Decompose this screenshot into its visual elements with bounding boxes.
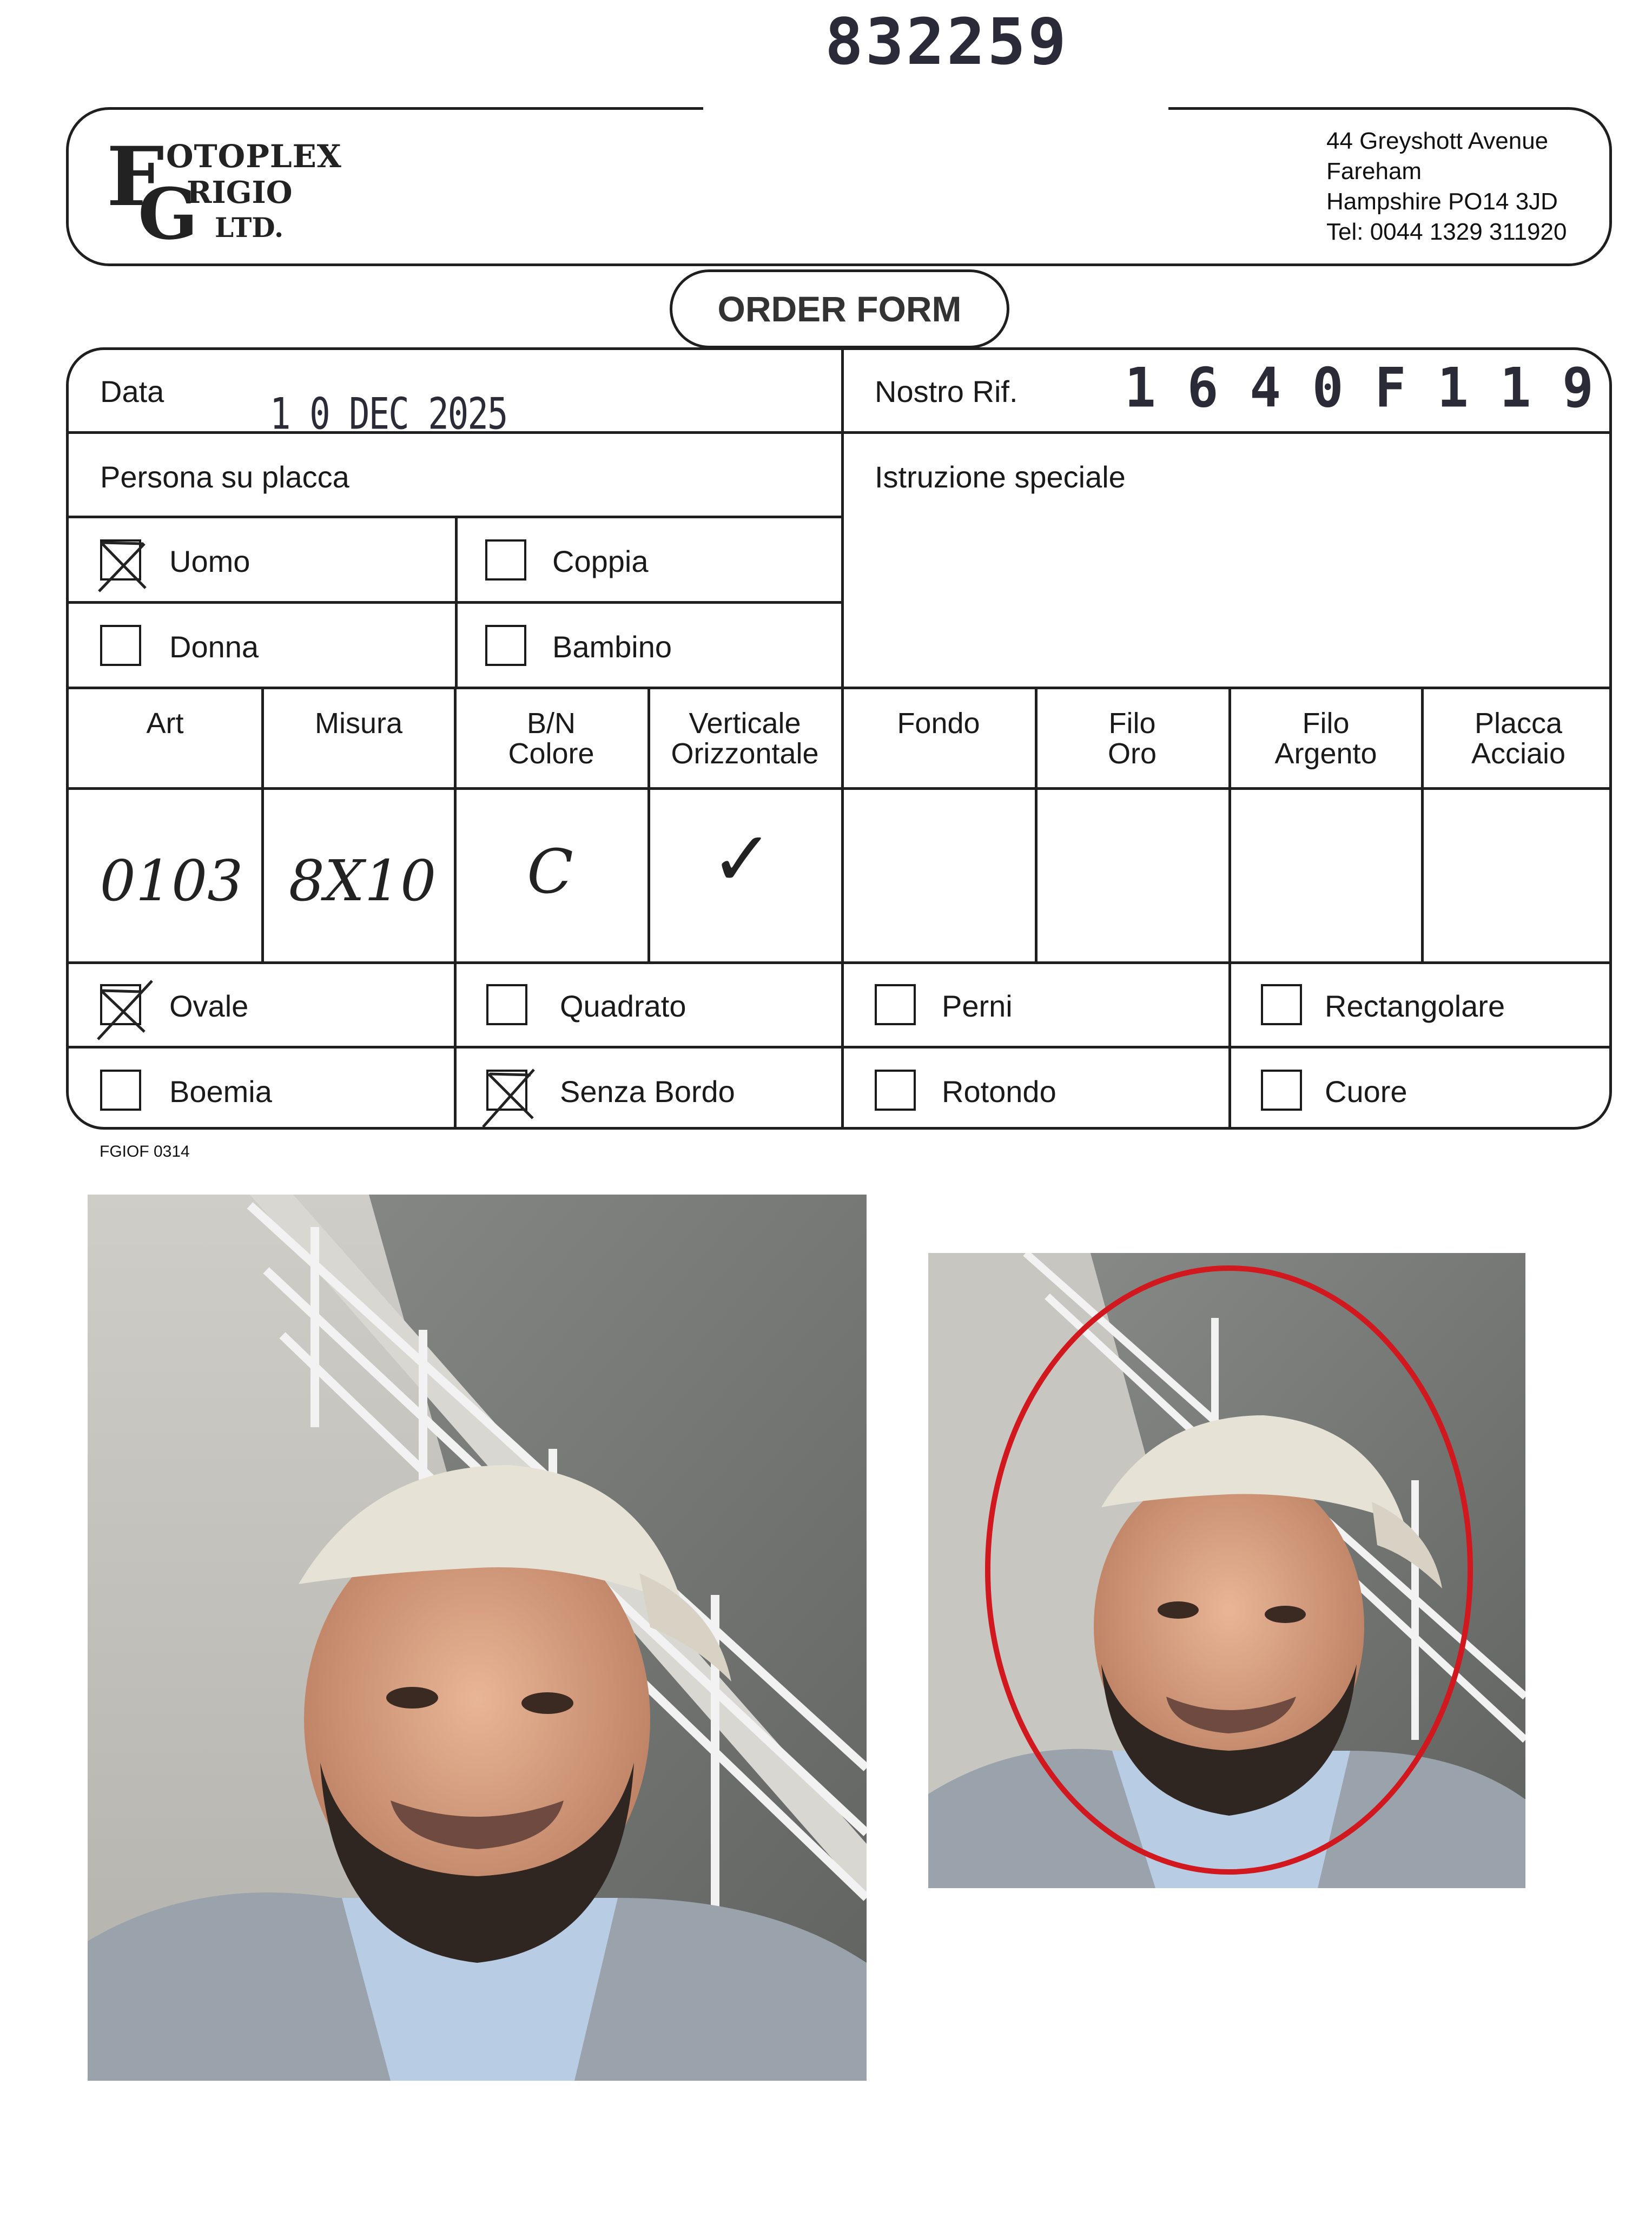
logo-initial-g: G [138, 173, 199, 255]
colore-value: C [527, 837, 573, 907]
option-label-quadrato: Quadrato [560, 989, 686, 1023]
col-header-placca-acciaio: Placca Acciaio [1471, 707, 1566, 770]
option-label-perni: Perni [942, 989, 1013, 1023]
checkbox-coppia[interactable] [485, 539, 526, 581]
istruzione-label: Istruzione speciale [875, 460, 1126, 494]
order-form-table [66, 347, 1612, 1130]
customer-photo-original [88, 1195, 867, 2081]
col-header-fondo: Fondo [897, 707, 980, 740]
header-gap [703, 103, 1168, 114]
company-header [66, 107, 1612, 266]
checkbox-boemia[interactable] [100, 1070, 141, 1111]
data-label: Data [100, 374, 164, 408]
serial-number: 832259 [824, 4, 1069, 79]
divider [455, 516, 458, 688]
checkbox-uomo[interactable] [100, 539, 141, 581]
orientation-check-mark: ✓ [710, 815, 774, 903]
form-code: FGIOF 0314 [100, 1143, 190, 1160]
col-header-art: Art [146, 707, 184, 740]
check-x-mark [91, 972, 156, 1037]
checkbox-donna[interactable] [100, 625, 141, 666]
col-header-misura: Misura [314, 707, 403, 740]
option-label-uomo: Uomo [169, 544, 250, 578]
divider [841, 350, 844, 1130]
persona-label: Persona su placca [100, 460, 349, 494]
option-label-coppia: Coppia [552, 544, 649, 578]
option-label-ovale: Ovale [169, 989, 249, 1023]
check-x-mark [91, 527, 156, 592]
logo-initial-f: F [107, 129, 164, 225]
rif-value-stamp: 1 6 4 0 F 1 1 9 [1125, 356, 1594, 420]
option-label-senza-bordo: Senza Bordo [560, 1074, 735, 1109]
checkbox-bambino[interactable] [485, 625, 526, 666]
divider [69, 961, 1612, 964]
checkbox-perni[interactable] [875, 984, 916, 1025]
option-label-rectangolare: Rectangolare [1325, 989, 1505, 1023]
photo-illustration [928, 1253, 1525, 1888]
logo-line-3: LTD. [215, 212, 284, 243]
checkbox-cuore[interactable] [1261, 1070, 1302, 1111]
option-label-boemia: Boemia [169, 1074, 272, 1109]
data-value-stamp: 1 0 DEC 2025 [270, 389, 507, 440]
check-x-mark [478, 1058, 543, 1123]
checkbox-ovale[interactable] [100, 984, 141, 1025]
divider [69, 687, 1612, 689]
option-label-rotondo: Rotondo [942, 1074, 1056, 1109]
company-logo [107, 129, 345, 255]
rif-label: Nostro Rif. [875, 374, 1018, 408]
checkbox-rectangolare[interactable] [1261, 984, 1302, 1025]
misura-value: 8X10 [288, 848, 437, 914]
checkbox-senza-bordo[interactable] [486, 1070, 527, 1111]
photo-illustration [88, 1195, 867, 2081]
option-label-cuore: Cuore [1325, 1074, 1407, 1109]
option-label-bambino: Bambino [552, 630, 672, 664]
col-header-filo-oro: Filo Oro [1107, 707, 1157, 770]
address-line: Fareham [1326, 158, 1422, 184]
col-header-colore: B/N Colore [508, 707, 594, 770]
col-header-orientation: Verticale Orizzontale [671, 707, 819, 770]
logo-line-2: RIGIO [187, 175, 293, 210]
address-line: Hampshire PO14 3JD [1326, 188, 1558, 215]
company-address [1326, 126, 1567, 247]
art-value: 0103 [100, 848, 243, 914]
address-line: 44 Greyshott Avenue [1326, 128, 1549, 154]
checkbox-quadrato[interactable] [486, 984, 527, 1025]
form-title: ORDER FORM [670, 269, 1009, 348]
option-label-donna: Donna [169, 630, 259, 664]
divider [69, 1046, 1612, 1048]
checkbox-rotondo[interactable] [875, 1070, 916, 1111]
col-header-filo-argento: Filo Argento [1274, 707, 1377, 770]
address-phone: Tel: 0044 1329 311920 [1326, 219, 1567, 245]
customer-photo-oval-crop [928, 1253, 1525, 1888]
divider [69, 787, 1612, 790]
logo-line-1: OTOPLEX [166, 138, 342, 175]
